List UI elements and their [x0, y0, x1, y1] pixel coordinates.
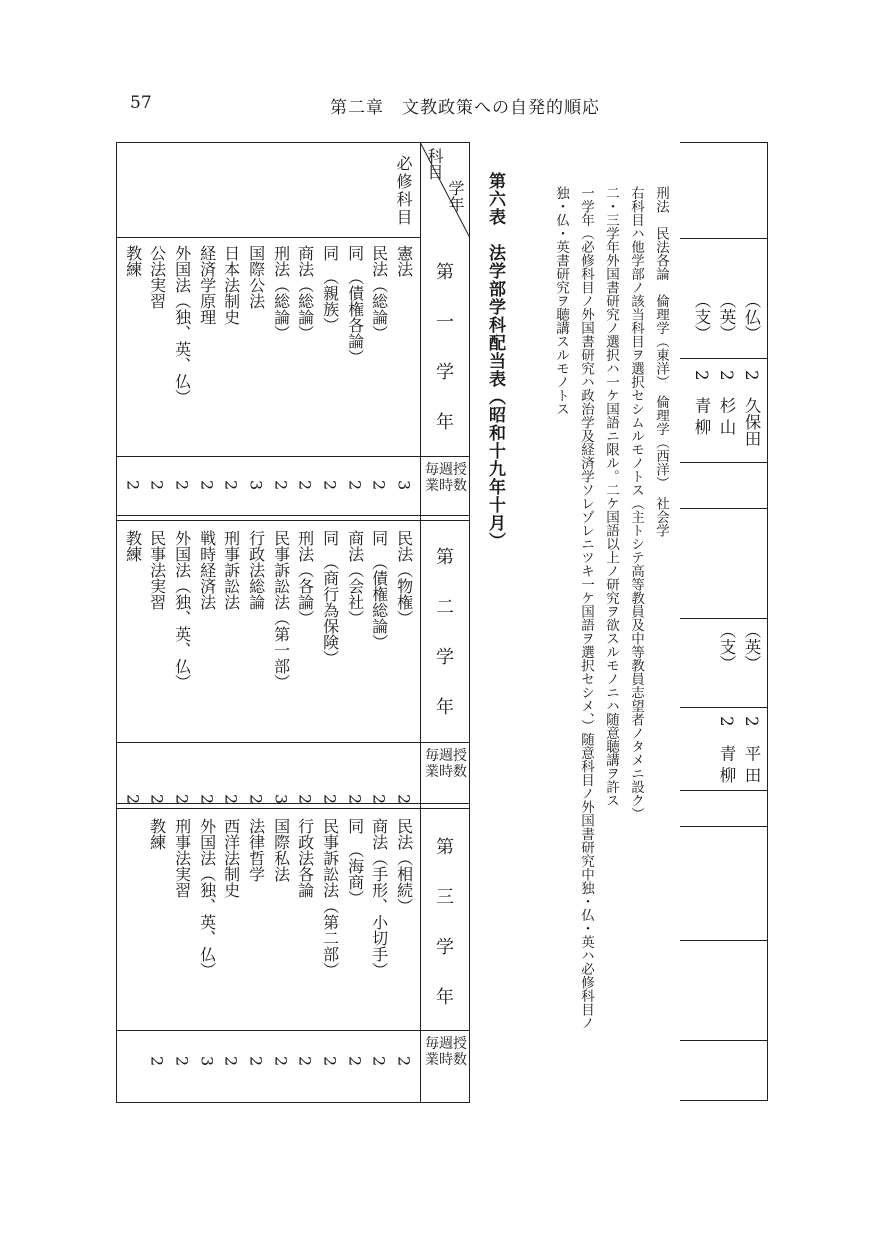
teacher-cell: 青柳 [717, 745, 736, 788]
hours: 2 [197, 794, 217, 805]
hours: 2 [246, 1056, 266, 1067]
hours: 2 [271, 480, 291, 491]
corner-year-label: 学年 [446, 180, 465, 212]
lang-cell: （支） [717, 622, 736, 672]
subject: 行政法総論 [246, 530, 266, 610]
hours: 2 [123, 794, 143, 805]
row-label: 必修科目 [394, 155, 413, 227]
hours: 2 [172, 480, 192, 491]
hours: 2 [394, 794, 414, 805]
hours-header: 毎週授業時数 [425, 748, 467, 780]
hours: 2 [147, 480, 167, 491]
hours: 2 [123, 480, 143, 491]
hours: 2 [320, 1056, 340, 1067]
year-header: 第三学年 [433, 837, 454, 1037]
lang-cell: （仏） [742, 292, 761, 342]
subject: 刑法（総論） [271, 245, 291, 341]
hours: 2 [345, 1056, 365, 1067]
hours: 2 [246, 794, 266, 805]
hours: 2 [197, 480, 217, 491]
subject: 戦時経済法 [197, 530, 217, 610]
subject: 教練 [123, 530, 143, 562]
subject: 民法（物権） [394, 530, 414, 626]
hours: 3 [246, 480, 266, 491]
page-number: 57 [130, 93, 152, 113]
note-line: 一学年（必修科目ノ外国書研究ハ政治学及経済学ソレゾレニツキ一ケ国語ヲ選択セシメ、）随意科目ノ外国書研究中独・仏・英ハ必修科目ノ [578, 186, 594, 1030]
hours-header: 毎週授業時数 [425, 1036, 467, 1068]
subject: 同 （債権総論） [369, 530, 389, 650]
year-header: 第二学年 [433, 547, 454, 747]
hours-cell: 2 [717, 370, 736, 381]
subject: 法律哲学 [246, 818, 266, 882]
hours: 2 [345, 480, 365, 491]
hours: 2 [221, 794, 241, 805]
subject: 日本法制史 [221, 245, 241, 325]
hours: 2 [221, 1056, 241, 1067]
subject: 公法実習 [147, 245, 167, 309]
subject: 同 （債権各論） [345, 245, 365, 365]
subject: 刑事訴訟法 [221, 530, 241, 610]
subject: 商法（総論） [295, 245, 315, 341]
running-head: 第二章 文教政策への自発的順応 [330, 98, 600, 118]
hours: 2 [320, 794, 340, 805]
teacher-cell: 杉山 [717, 397, 736, 440]
corner-subject-label: 科目 [425, 148, 444, 180]
teacher-cell: 青柳 [692, 397, 711, 440]
lang-cell: （支） [692, 292, 711, 342]
hours: 2 [147, 794, 167, 805]
subject: 外国法（独、英、仏） [197, 818, 217, 978]
hours: 2 [295, 480, 315, 491]
hours: 2 [221, 480, 241, 491]
hours: 2 [345, 794, 365, 805]
teacher-cell: 久保田 [742, 397, 761, 447]
subject: 刑事法実習 [172, 818, 192, 898]
hours: 2 [172, 1056, 192, 1067]
hours-cell: 2 [742, 716, 761, 727]
subject: 同 （海商） [345, 818, 365, 906]
subject: 行政法各論 [295, 818, 315, 898]
hours: 2 [369, 794, 389, 805]
subject: 刑法（各論） [295, 530, 315, 626]
subject: 商法（手形、小切手） [369, 818, 389, 978]
subject: 憲法 [394, 245, 414, 277]
table-title: 第六表 法学部学科配当表（昭和十九年十月） [485, 172, 505, 550]
subject: 商法（会社） [345, 530, 365, 626]
subject: 民事訴訟法（第二部） [320, 818, 340, 978]
lang-cell: （英） [742, 622, 761, 672]
hours: 3 [197, 1056, 217, 1067]
subject: 民法（相続） [394, 818, 414, 914]
teacher-cell: 平田 [742, 745, 761, 788]
note-line: 右科目ハ他学部ノ該当科目ヲ選択セシムルモノトス（主トシテ高等教員及中等教員志望者ノタメニ設ク） [628, 186, 644, 821]
note-line: 独・仏・英書研究ヲ聴講スルモノトス [553, 186, 569, 416]
hours: 3 [394, 480, 414, 491]
subject: 教練 [123, 245, 143, 277]
subject: 教練 [147, 818, 167, 850]
subject: 民事訴訟法（第一部） [271, 530, 291, 690]
hours: 2 [369, 480, 389, 491]
hours: 3 [271, 794, 291, 805]
hours-cell: 2 [742, 370, 761, 381]
year-header: 第一学年 [433, 262, 454, 462]
subject: 民事法実習 [147, 530, 167, 610]
hours-header: 毎週授業時数 [425, 462, 467, 494]
hours: 2 [271, 1056, 291, 1067]
subject: 西洋法制史 [221, 818, 241, 898]
subject: 経済学原理 [197, 245, 217, 325]
hours: 2 [147, 1056, 167, 1067]
hours: 2 [369, 1056, 389, 1067]
subject: 国際公法 [246, 245, 266, 309]
note-line: 刑法 民法各論 倫理学（東洋） 倫理学（西洋） 社会学 [653, 186, 669, 537]
hours: 2 [394, 1056, 414, 1067]
subject: 同 （親族） [320, 245, 340, 333]
lang-cell: （英） [717, 292, 736, 342]
subject: 同 （商行為保険） [320, 530, 340, 666]
subject: 国際私法 [271, 818, 291, 882]
hours: 2 [295, 794, 315, 805]
hours: 2 [172, 794, 192, 805]
hours: 2 [320, 480, 340, 491]
note-line: 二・三学年外国書研究ノ選択ハ一ケ国語ニ限ル。二ケ国語以上ノ研究ヲ欲スルモノニハ随意聴講ヲ許ス [603, 186, 619, 807]
hours: 2 [295, 1056, 315, 1067]
subject: 民法（総論） [369, 245, 389, 341]
subject: 外国法（独、英、仏） [172, 530, 192, 690]
hours-cell: 2 [717, 716, 736, 727]
hours-cell: 2 [692, 370, 711, 381]
subject: 外国法（独、英、仏） [172, 245, 192, 405]
